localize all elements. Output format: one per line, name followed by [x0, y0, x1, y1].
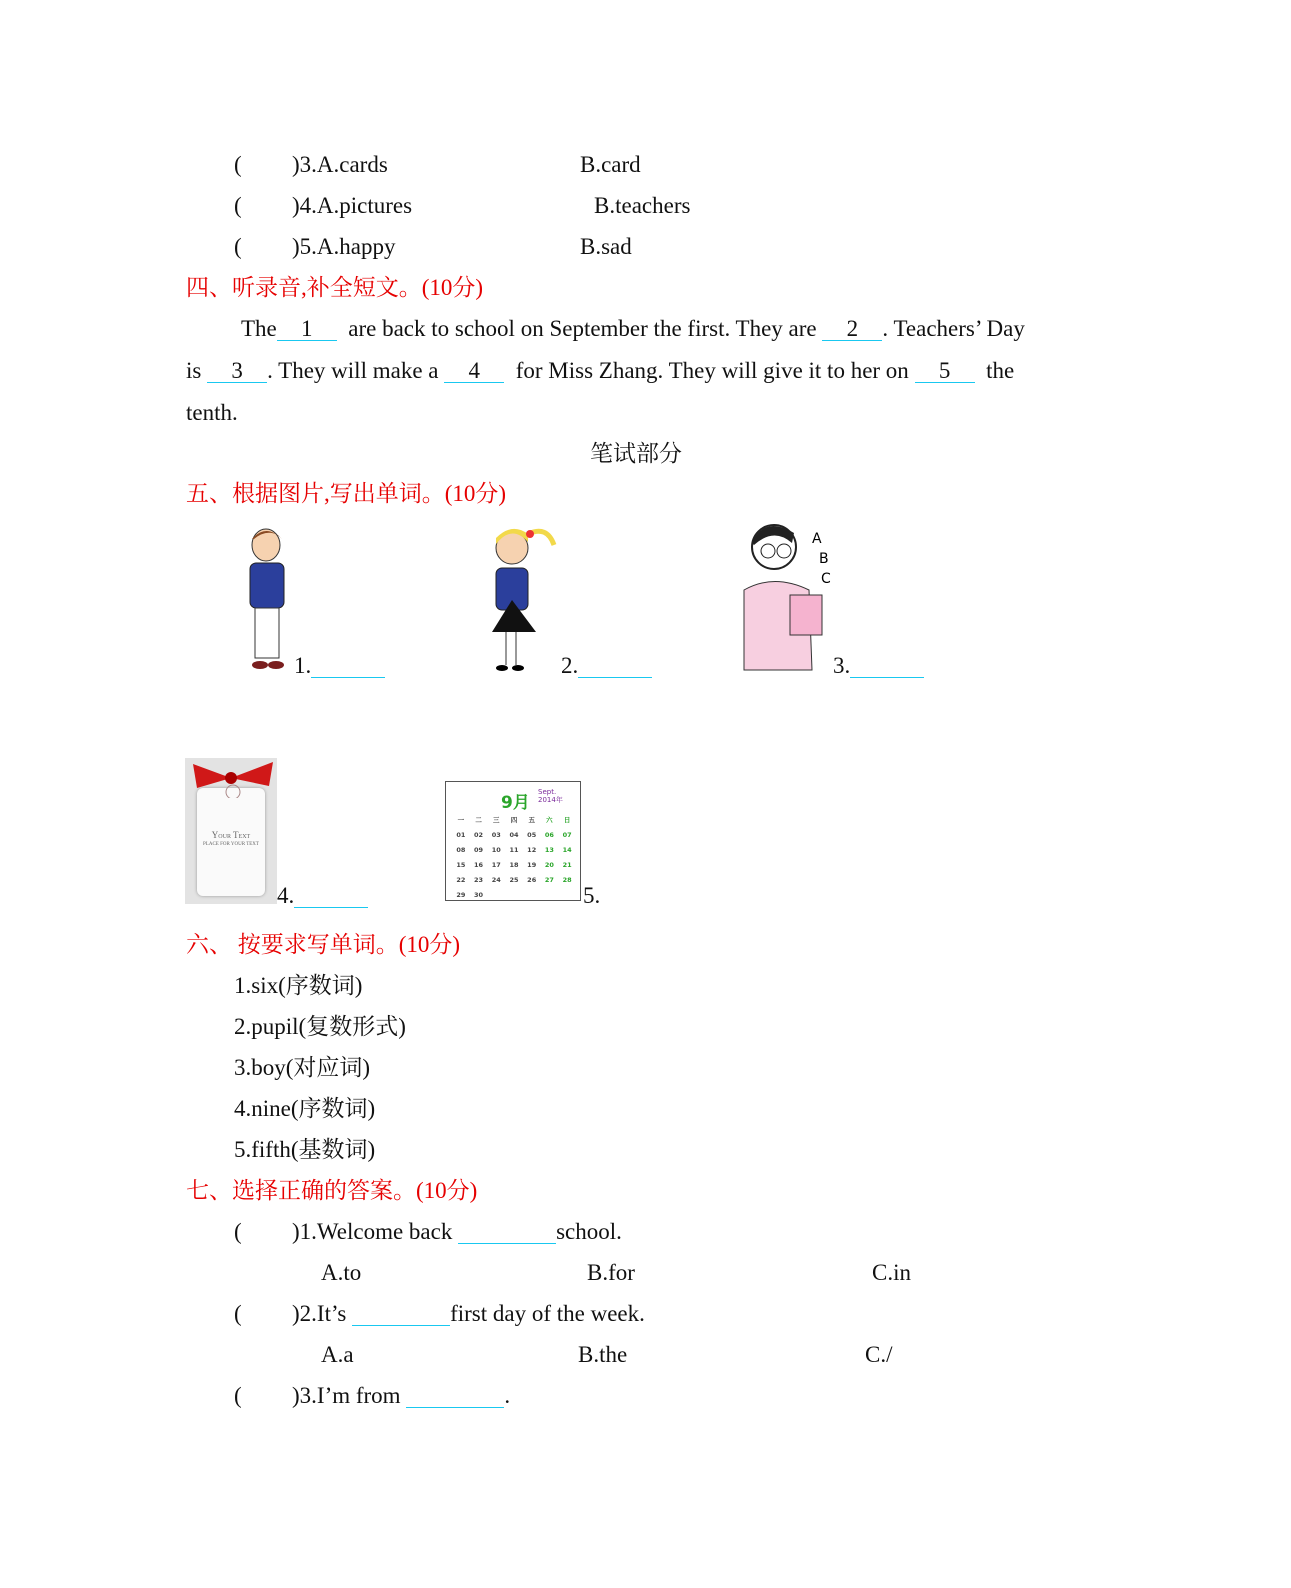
calendar-day: 18: [509, 861, 519, 869]
option-a: A.to: [321, 1260, 362, 1285]
calendar-month: 9月: [501, 793, 530, 813]
option-b: B.for: [587, 1260, 635, 1285]
calendar-day: 08: [456, 846, 466, 854]
calendar-day: 21: [562, 861, 572, 869]
ribbon-bow-icon: [185, 758, 277, 798]
teacher-image: [724, 515, 839, 677]
paren: (: [234, 1219, 242, 1244]
label: [561, 652, 652, 680]
calendar-day: 25: [509, 876, 519, 884]
answer-blank-4[interactable]: [294, 885, 368, 908]
calendar-day: 04: [509, 831, 519, 839]
calendar-day: 15: [456, 861, 466, 869]
paren: (: [234, 193, 242, 218]
section-7-title: 七、选择正确的答案。(10分): [186, 1178, 478, 1203]
label-1: 1.: [294, 653, 312, 678]
blank: [406, 1385, 504, 1408]
text: is: [186, 358, 202, 383]
blank-4: 4: [444, 360, 504, 383]
text: the: [986, 358, 1015, 383]
written-part-heading: 笔试部分: [590, 441, 682, 466]
calendar-day: 01: [456, 831, 466, 839]
calendar-day: 29: [456, 891, 466, 899]
calendar-image: [445, 781, 581, 901]
label: [294, 652, 385, 680]
text: first day of the week.: [450, 1301, 645, 1326]
question-3: [292, 1382, 510, 1410]
calendar-weekday: 五: [528, 816, 535, 824]
section-4-title: 四、听录音,补全短文。(10分): [186, 275, 484, 300]
calendar-day: 30: [474, 891, 484, 899]
calendar-weekday: 日: [563, 816, 571, 824]
calendar-weekday: 四: [510, 816, 518, 824]
svg-text:B: B: [819, 551, 829, 567]
text: )2.It’s: [292, 1301, 347, 1326]
card-tag-image: [185, 758, 277, 904]
calendar-day: 06: [544, 831, 554, 839]
calendar-weekday: 一: [457, 816, 465, 824]
list-item: 1.six(序数词): [234, 973, 363, 998]
question-1: [292, 1218, 622, 1246]
text: for Miss Zhang. They will give it to her on: [515, 358, 909, 383]
calendar-day: 12: [527, 846, 537, 854]
calendar-day: 26: [527, 876, 537, 884]
svg-text:C: C: [821, 571, 831, 587]
passage-line-3: tenth.: [186, 400, 238, 425]
svg-text:A: A: [812, 531, 822, 547]
paren: (: [234, 234, 242, 259]
text: . Teachers’ Day: [882, 316, 1025, 341]
calendar-day: 16: [474, 861, 484, 869]
text: The: [241, 316, 277, 341]
question-2: [292, 1300, 645, 1328]
passage-line-1: [241, 315, 1025, 343]
calendar-day: 02: [474, 831, 484, 839]
calendar-day: 13: [544, 846, 554, 854]
option-a: )4.A.pictures: [292, 193, 413, 218]
paren: (: [234, 1383, 242, 1408]
calendar-day: 27: [544, 876, 554, 884]
passage-line-2: [186, 357, 1014, 385]
calendar-day: 20: [544, 861, 554, 869]
option-b: B.card: [580, 152, 641, 177]
calendar-day: 19: [527, 861, 537, 869]
tag-text: Your Text: [211, 830, 251, 840]
calendar-day: 09: [474, 846, 484, 854]
tag-subtext: PLACE FOR YOUR TEXT: [203, 842, 259, 847]
calendar-grid: [452, 815, 576, 899]
blank-3: 3: [207, 360, 267, 383]
calendar-day: 05: [527, 831, 537, 839]
calendar-day: 28: [562, 876, 572, 884]
answer-blank-3[interactable]: [850, 655, 924, 678]
calendar-day: 14: [562, 846, 572, 854]
paren: (: [234, 1301, 242, 1326]
calendar-day: 23: [474, 876, 484, 884]
boy-student-image: [238, 525, 298, 675]
calendar-sub: Sept. 2014年: [538, 788, 563, 804]
label-3: 3.: [833, 653, 851, 678]
section-6-title: 六、 按要求写单词。(10分): [186, 932, 461, 957]
blank: [458, 1221, 556, 1244]
text: )3.I’m from: [292, 1383, 401, 1408]
list-item: 3.boy(对应词): [234, 1055, 371, 1080]
answer-blank-2[interactable]: [578, 655, 652, 678]
label-4: 4.: [277, 883, 295, 908]
calendar-day: 24: [491, 876, 501, 884]
girl-student-image: [482, 520, 562, 675]
calendar-weekday: 三: [493, 816, 500, 824]
option-b: B.sad: [580, 234, 632, 259]
blank-1: 1: [277, 318, 337, 341]
label-2: 2.: [561, 653, 579, 678]
calendar-day: 11: [509, 846, 519, 854]
label-5: 5.: [583, 883, 601, 908]
text: school.: [556, 1219, 622, 1244]
calendar-weekday: 六: [546, 816, 553, 824]
option-b: B.the: [578, 1342, 628, 1367]
blank-2: 2: [822, 318, 882, 341]
option-a: )3.A.cards: [292, 152, 388, 177]
calendar-day: 03: [491, 831, 501, 839]
list-item: 4.nine(序数词): [234, 1096, 376, 1121]
list-item: 5.fifth(基数词): [234, 1137, 376, 1162]
option-b: B.teachers: [594, 193, 691, 218]
blank-5: 5: [915, 360, 975, 383]
calendar-weekday: 二: [475, 816, 482, 824]
text: .: [504, 1383, 511, 1408]
text: )1.Welcome back: [292, 1219, 453, 1244]
calendar-day: 17: [491, 861, 501, 869]
text: are back to school on September the first. They are: [348, 316, 817, 341]
option-a: A.a: [321, 1342, 354, 1367]
option-c: C./: [865, 1342, 893, 1367]
calendar-day: 07: [562, 831, 572, 839]
blank: [352, 1303, 450, 1326]
option-c: C.in: [872, 1260, 911, 1285]
list-item: 2.pupil(复数形式): [234, 1014, 406, 1039]
option-a: )5.A.happy: [292, 234, 396, 259]
label: [833, 652, 924, 680]
section-5-title: 五、根据图片,写出单词。(10分): [186, 481, 507, 506]
calendar-day: 22: [456, 876, 466, 884]
label: [277, 882, 368, 910]
text: . They will make a: [267, 358, 439, 383]
calendar-day: 10: [491, 846, 501, 854]
paren: (: [234, 152, 242, 177]
answer-blank-1[interactable]: [311, 655, 385, 678]
